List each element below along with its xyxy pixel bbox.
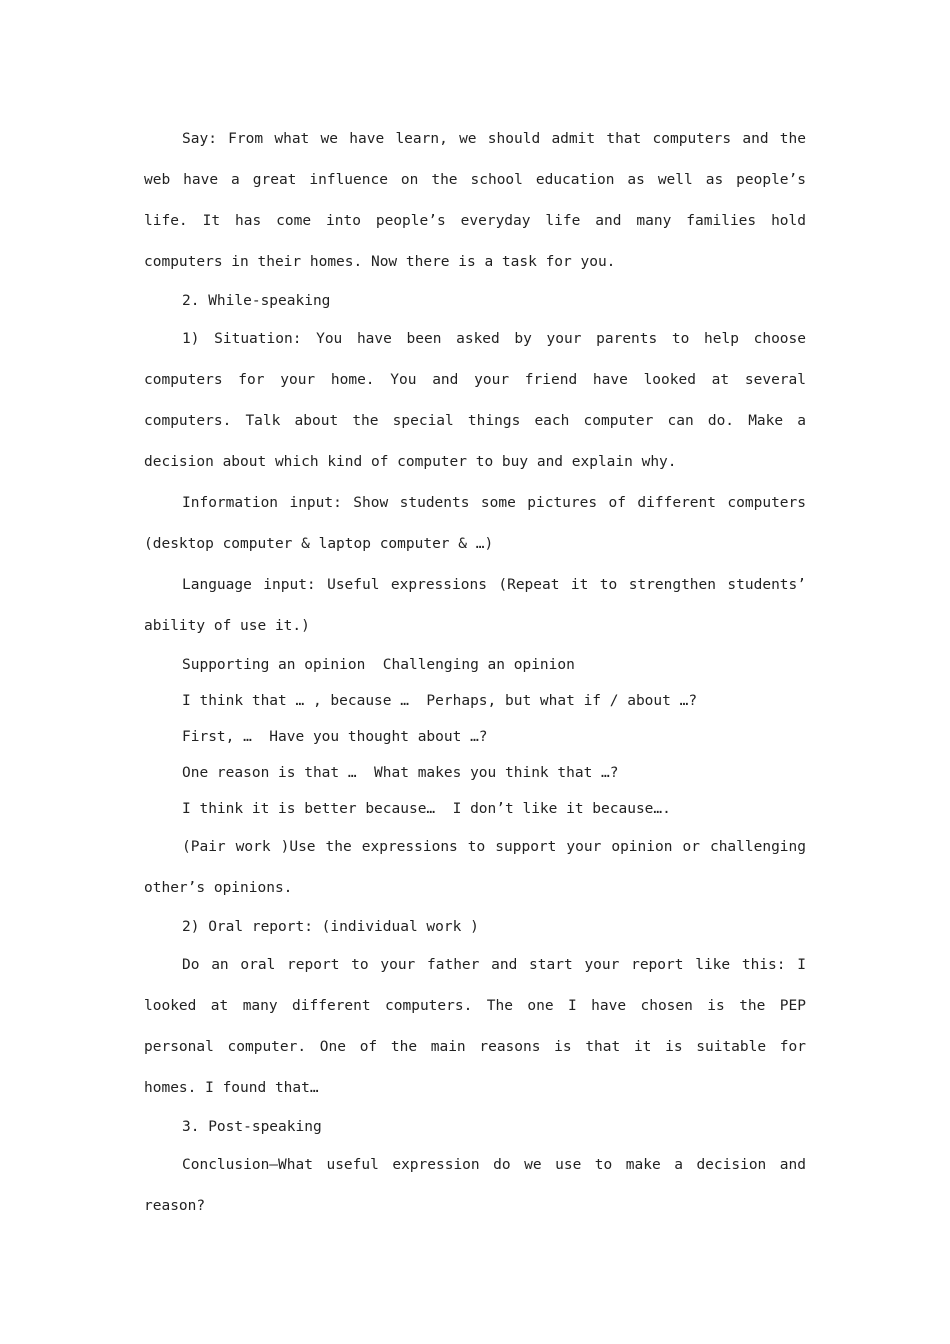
oral-report-paragraph: Do an oral report to your father and start your report like this: I looked at many different computers. The one I have chosen is the PEP personal computer. One of the main reasons is that it is suitable for homes. I found that… xyxy=(144,957,806,1096)
pair-work-paragraph: (Pair work )Use the expressions to support your opinion or challenging other’s opinions. xyxy=(144,839,806,896)
oral-report-heading: 2) Oral report: (individual work ) xyxy=(182,919,479,935)
expressions-table-header: Supporting an opinion Challenging an opinion xyxy=(182,657,575,673)
while-speaking-heading: 2. While-speaking xyxy=(182,293,331,309)
expression-row: First, … Have you thought about …? xyxy=(182,729,488,745)
document-page xyxy=(144,119,806,1227)
language-input-paragraph: Language input: Useful expressions (Repeat it to strengthen students’ ability of use it.) xyxy=(144,577,806,634)
expression-row: I think it is better because… I don’t like it because…. xyxy=(182,801,671,817)
information-input-paragraph: Information input: Show students some pictures of different computers (desktop computer & laptop computer & …) xyxy=(144,495,806,552)
expression-row: I think that … , because … Perhaps, but what if / about …? xyxy=(182,693,698,709)
expression-row: One reason is that … What makes you think that …? xyxy=(182,765,619,781)
conclusion-paragraph: Conclusion—What useful expression do we use to make a decision and reason? xyxy=(144,1157,806,1214)
post-speaking-heading: 3. Post-speaking xyxy=(182,1119,322,1135)
situation-paragraph: 1) Situation: You have been asked by your parents to help choose computers for your home. You and your friend have looked at several computers. Talk about the special things each computer can do. Make a decision about which kind of computer to buy and explain why. xyxy=(144,331,806,470)
intro-paragraph: Say: From what we have learn, we should admit that computers and the web have a great influence on the school education as well as people’s life. It has come into people’s everyday life and many families hold computers in their homes. Now there is a task for you. xyxy=(144,131,806,270)
